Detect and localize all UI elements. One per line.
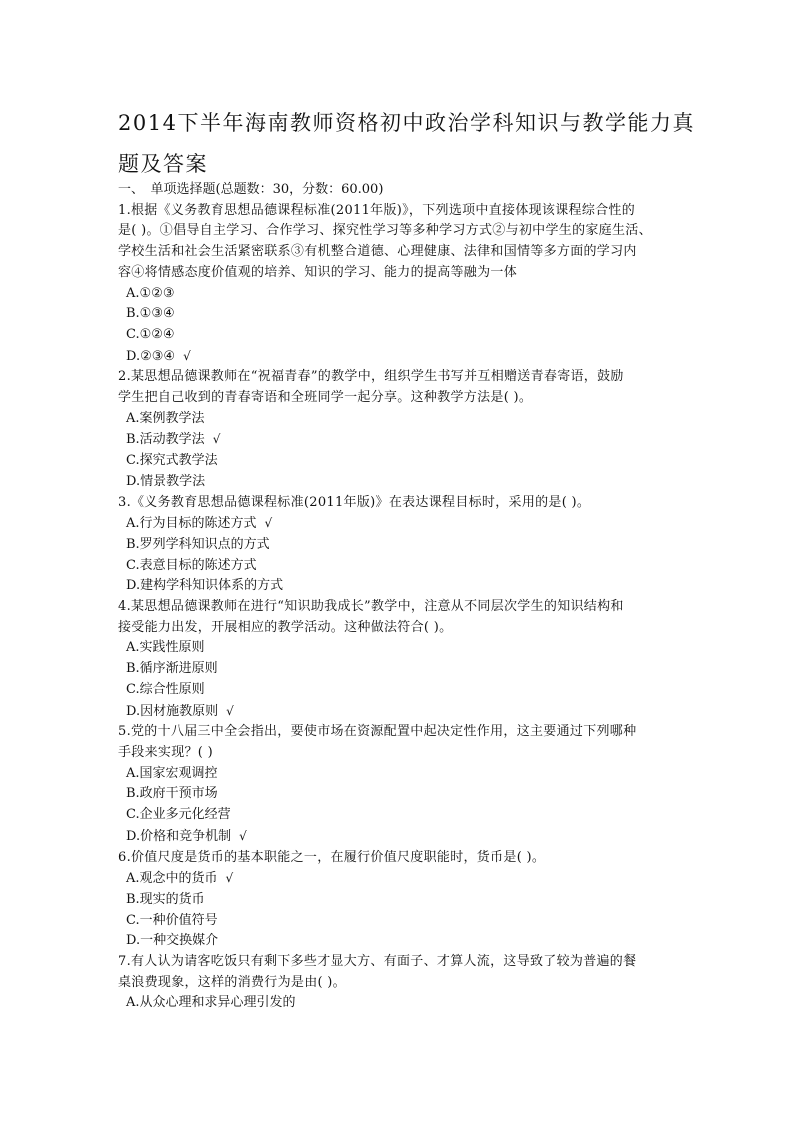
- answer-option: [118, 513, 678, 535]
- answer-option: [118, 868, 678, 890]
- answer-option-text: D.情景教学法: [126, 473, 206, 489]
- question-stem: [118, 201, 678, 284]
- question-stem-line: 4.某思想品德课教师在进行“知识助我成长”教学中，注意从不同层次学生的知识结构和: [118, 599, 624, 615]
- answer-option-text: B.现实的货币: [126, 891, 205, 907]
- answer-option-text: C.①②④: [126, 326, 175, 342]
- answer-option-text: A.实践性原则: [126, 640, 205, 656]
- section-heading: 一、 单项选择题(总题数：30，分数：60.00): [118, 182, 384, 197]
- question-block: [118, 848, 678, 953]
- option-list: [118, 409, 678, 493]
- answer-option: [118, 701, 678, 723]
- correct-checkmark-icon: √: [225, 871, 234, 886]
- answer-option: [118, 325, 678, 346]
- option-list: [118, 868, 678, 952]
- question-stem: [118, 848, 678, 869]
- question-stem-line: 手段来实现？( ): [118, 744, 213, 760]
- answer-option-text: D.一种交换媒介: [126, 933, 219, 949]
- answer-option: [118, 911, 678, 932]
- question-stem: [118, 493, 678, 514]
- answer-option-text: C.一种价值符号: [126, 912, 218, 928]
- answer-option: [118, 284, 678, 305]
- answer-option: [118, 993, 678, 1014]
- option-list: [118, 993, 678, 1014]
- option-list: [118, 284, 678, 368]
- question-stem-line: 2.某思想品德课教师在“祝福青春”的教学中，组织学生书写并互相赠送青春寄语，鼓励: [118, 369, 624, 385]
- question-list: [118, 180, 678, 1014]
- answer-option-text: C.探究式教学法: [126, 453, 218, 469]
- answer-option: [118, 346, 678, 368]
- question-block: [118, 952, 678, 1014]
- answer-option-text: D.建构学科知识体系的方式: [126, 578, 284, 594]
- answer-option: [118, 535, 678, 556]
- answer-option-text: B.循序渐进原则: [126, 661, 218, 677]
- answer-option: [118, 680, 678, 701]
- answer-option-text: D.②③④: [126, 348, 176, 364]
- question-stem-line: 1.根据《义务教育思想品德课程标准(2011年版)》，下列选项中直接体现该课程综合性的: [118, 202, 636, 218]
- correct-checkmark-icon: √: [264, 516, 273, 531]
- answer-option-text: D.因材施教原则: [126, 703, 219, 719]
- answer-option-text: B.罗列学科知识点的方式: [126, 536, 270, 552]
- answer-option: [118, 764, 678, 785]
- correct-checkmark-icon: √: [212, 432, 221, 447]
- answer-option-text: B.政府干预市场: [126, 786, 218, 802]
- question-stem: [118, 367, 678, 408]
- question-block: [118, 722, 678, 847]
- answer-option-text: A.①②③: [126, 285, 175, 301]
- answer-option-text: C.表意目标的陈述方式: [126, 557, 257, 573]
- question-stem-line: 是( )。①倡导自主学习、合作学习、探究性学习等多种学习方式②与初中学生的家庭生活、: [118, 223, 652, 239]
- answer-option: [118, 304, 678, 325]
- answer-option-text: C.综合性原则: [126, 681, 205, 697]
- answer-option: [118, 805, 678, 826]
- option-list: [118, 513, 678, 597]
- question-stem-line: 6.价值尺度是货币的基本职能之一，在履行价值尺度职能时，货币是( )。: [118, 849, 546, 865]
- option-list: [118, 764, 678, 848]
- answer-option: [118, 472, 678, 493]
- question-stem-line: 5.党的十八届三中全会指出，要使市场在资源配置中起决定性作用，这主要通过下列哪种: [118, 724, 637, 740]
- question-stem: [118, 722, 678, 763]
- answer-option: [118, 409, 678, 430]
- question-stem-line: 接受能力出发，开展相应的教学活动。这种做法符合( )。: [118, 619, 453, 635]
- answer-option: [118, 429, 678, 451]
- answer-option: [118, 659, 678, 680]
- answer-option-text: D.价格和竞争机制: [126, 828, 232, 844]
- answer-option-text: A.行为目标的陈述方式: [126, 516, 257, 532]
- question-block: [118, 597, 678, 722]
- answer-option-text: A.观念中的货币: [126, 871, 218, 887]
- correct-checkmark-icon: √: [239, 828, 247, 843]
- question-block: [118, 493, 678, 598]
- question-stem-line: 桌浪费现象，这样的消费行为是由( )。: [118, 974, 346, 990]
- question-stem-line: 7.有人认为请客吃饭只有剩下多些才显大方、有面子、才算人流，这导致了较为普遍的餐: [118, 954, 637, 970]
- answer-option-text: C.企业多元化经营: [126, 807, 231, 823]
- answer-option: [118, 638, 678, 659]
- document-title: [118, 103, 695, 185]
- question-stem-line: 容④将情感态度价值观的培养、知识的学习、能力的提高等融为一体: [118, 264, 518, 280]
- correct-checkmark-icon: √: [183, 348, 191, 363]
- answer-option: [118, 556, 678, 577]
- answer-option-text: B.①③④: [126, 306, 175, 322]
- answer-option: [118, 784, 678, 805]
- question-block: [118, 201, 678, 368]
- answer-option: [118, 826, 678, 848]
- title-line-2: 题及答案: [118, 152, 208, 176]
- title-line-1: 2014下半年海南教师资格初中政治学科知识与教学能力真: [118, 111, 695, 135]
- question-stem: [118, 597, 678, 638]
- question-stem-line: 学生把自己收到的青春寄语和全班同学一起分享。这种教学方法是( )。: [118, 390, 533, 406]
- answer-option: [118, 890, 678, 911]
- answer-option: [118, 451, 678, 472]
- question-stem-line: 学校生活和社会生活紧密联系③有机整合道德、心理健康、法律和国情等多方面的学习内: [118, 244, 637, 260]
- answer-option-text: A.案例教学法: [126, 410, 205, 426]
- answer-option-text: B.活动教学法: [126, 432, 205, 448]
- answer-option-text: A.从众心理和求异心理引发的: [126, 995, 296, 1011]
- answer-option-text: A.国家宏观调控: [126, 765, 218, 781]
- answer-option: [118, 576, 678, 597]
- question-stem-line: 3.《义务教育思想品德课程标准(2011年版)》在表达课程目标时，采用的是( )。: [118, 494, 591, 510]
- answer-option: [118, 931, 678, 952]
- option-list: [118, 638, 678, 722]
- question-stem: [118, 952, 678, 993]
- correct-checkmark-icon: √: [226, 703, 234, 718]
- question-block: [118, 367, 678, 492]
